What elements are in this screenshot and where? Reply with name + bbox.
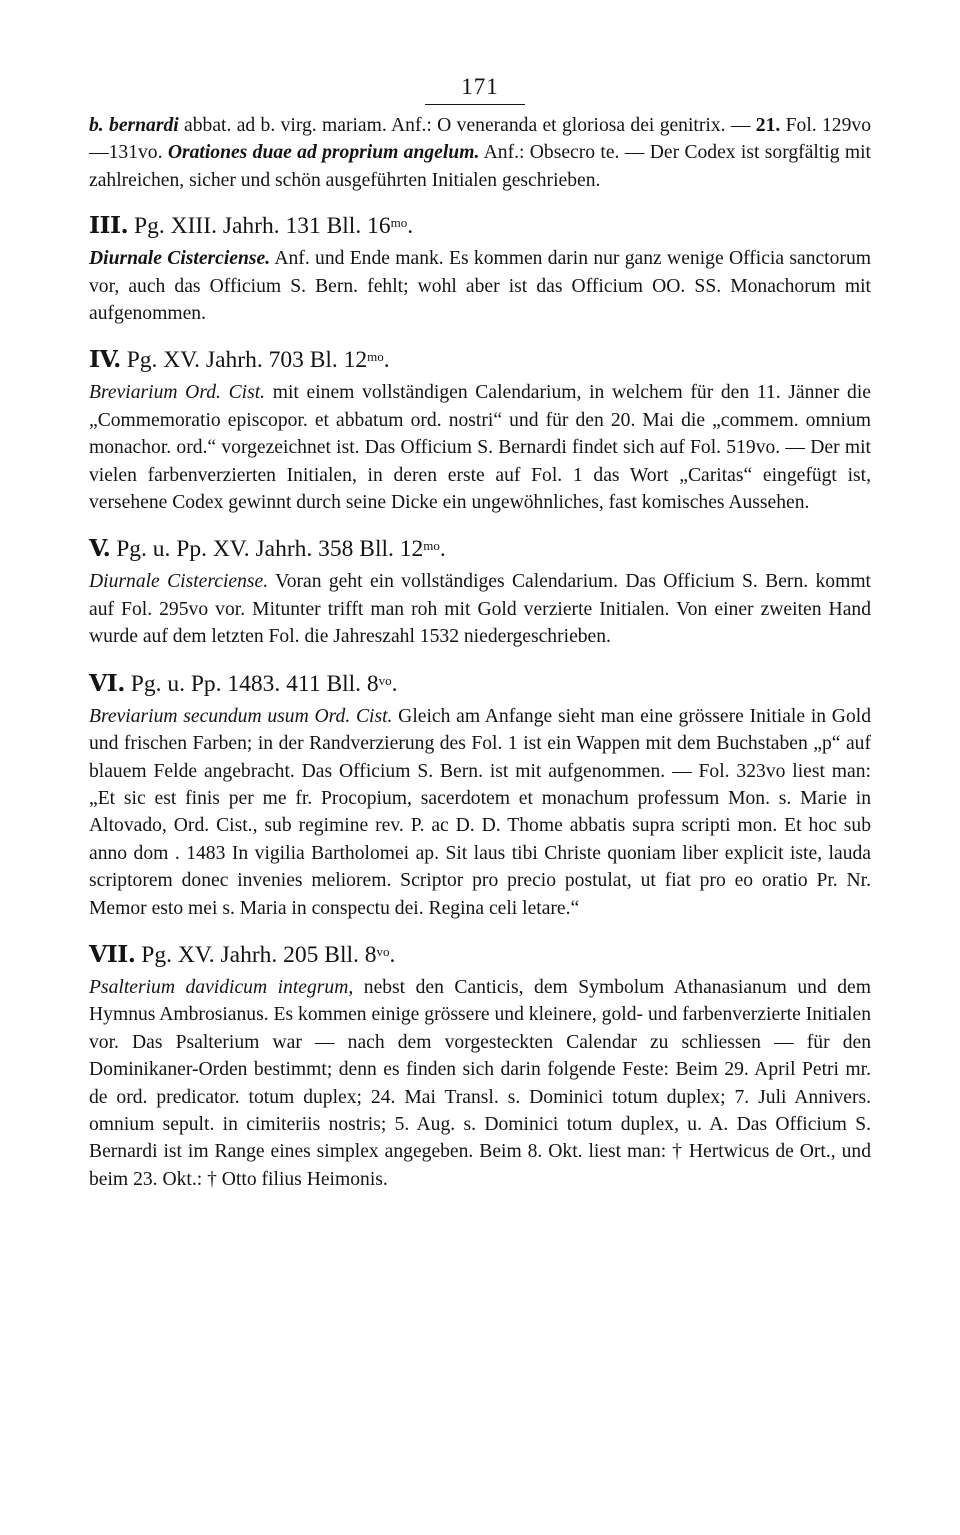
entry-description — [89, 379, 871, 516]
entry-heading: IV. Pg. XV. Jahrh. 703 Bl. $12^{mo}$. — [89, 345, 390, 374]
entry-format: Pg. u. Pp. 1483. 411 Bll. 8 — [124, 670, 379, 697]
emphasized-text: Psalterium davidicum integrum, — [89, 976, 354, 998]
entry-heading: III. Pg. XIII. Jahrh. 131 Bll. $16^{mo}$. — [89, 211, 414, 240]
emphasized-text: Breviarium secundum usum Ord. Cist. — [89, 705, 393, 727]
entry-numeral: III. — [89, 211, 129, 240]
entry-numeral: IV. — [89, 345, 121, 374]
body-text: Gleich am Anfange sieht man eine grössere Initiale in Gold und frischen Farben; in der Randverzierung des Fol. 1 ist ein Wappen mit dem Buchstaben „p“ auf blauem Felde angebracht. Das Officium S. Bern. ist mit aufgenommen. — Fol. 323vo liest man: „Et sic est finis per me fr. Procopium, sacerdotem et monachum professum Mon. s. Marie in Altovado, Ord. Cist., sub regimine rev. P. ac D. D. Thome abbatis supra scripti mon. Et hoc sub anno dom . 1483 In vigilia Bartholomei ap. Sit laus tibi Christe quoniam liber explicit iste, lauda scriptorem donec invenies meliorem. Scriptor pro precio postulat, ut fiat pro eo oratio Pr. Nr. Memor esto mei s. Maria in conspectu dei. Regina celi letare.“ — [89, 705, 871, 919]
entry-numeral: VII. — [89, 939, 136, 968]
body-text: abbat. ad b. virg. mariam. Anf.: O veneranda et gloriosa dei genitrix. — — [178, 115, 756, 136]
entry-vii — [89, 939, 871, 1193]
entry-v — [89, 533, 871, 650]
emphasized-text: 21. — [755, 115, 781, 136]
entry-vi — [89, 668, 871, 922]
format-superscript: vo — [376, 943, 390, 959]
intro-paragraph — [89, 112, 871, 194]
body-text: Voran geht ein vollständiges Calendarium. Das Officium S. Bern. kommt auf Fol. 295vo vor. Mitunter trifft man roh mit Gold verzierte Initialen. Von einer zweiten Hand wurde auf dem letzten Fol. die Jahreszahl 1532 niedergeschrieben. — [89, 571, 871, 648]
entry-format: Pg. XV. Jahrh. 205 Bll. 8 — [135, 941, 377, 968]
body-text: Fol. 129vo—131vo. — [89, 115, 871, 164]
emphasized-text: Orationes duae ad proprium angelum. — [167, 142, 480, 164]
emphasized-text: b. bernardi — [89, 115, 179, 136]
entry-heading: VII. Pg. XV. Jahrh. 205 Bll. $8^{vo}$. — [89, 939, 396, 968]
entry-description — [89, 568, 871, 650]
format-superscript: mo — [367, 349, 384, 365]
entry-iii — [89, 210, 871, 327]
entry-description — [89, 703, 871, 922]
body-text: mit einem vollständigen Calendarium, in welchem für den 11. Jänner die „Commemoratio episcopor. et abbatum ord. nostri“ und für den 20. Mai die „commem. omnium monachor. ord.“ vorgezeichnet ist. Das Officium S. Bernardi findet sich auf Fol. 519vo. — Der mit vielen farbenverzierten Initialen, in deren erste auf Fol. 1 das Wort „Caritas“ eingefügt ist, versehene Codex gewinnt durch seine Dicke ein ungewöhnliches, fast komisches Aussehen. — [89, 382, 871, 514]
entry-numeral: VI. — [89, 668, 125, 697]
entry-heading: V. Pg. u. Pp. XV. Jahrh. 358 Bll. $12^{mo}$. — [89, 534, 446, 563]
page-number-rule — [425, 104, 525, 105]
entry-heading: VI. Pg. u. Pp. 1483. 411 Bll. $8^{vo}$. — [89, 668, 398, 697]
body-text: Anf.: Obsecro te. — Der Codex ist sorgfältig mit zahlreichen, sicher und schön ausgeführten Initialen geschrieben. — [89, 142, 872, 191]
entry-format: Pg. XIII. Jahrh. 131 Bll. 16 — [128, 213, 391, 240]
entry-format: Pg. XV. Jahrh. 703 Bl. 12 — [120, 347, 368, 374]
body-text: Anf. und Ende mank. Es kommen darin nur ganz wenige Officia sanctorum vor, auch das Officium S. Bern. fehlt; wohl aber ist das Officium OO. SS. Monachorum mit aufgenommen. — [89, 248, 871, 325]
format-superscript: vo — [378, 672, 392, 688]
emphasized-text: Diurnale Cisterciense. — [89, 571, 269, 593]
format-superscript: mo — [423, 538, 440, 554]
page-body — [89, 112, 871, 1193]
entry-description — [89, 974, 871, 1193]
entry-description — [89, 245, 871, 327]
format-superscript: mo — [390, 215, 408, 231]
entry-iv — [89, 344, 871, 516]
emphasized-text: Diurnale Cisterciense. — [89, 248, 271, 270]
emphasized-text: Breviarium Ord. Cist. — [89, 382, 266, 404]
body-text: nebst den Canticis, dem Symbolum Athanasianum und dem Hymnus Ambrosianus. Es kommen einige grössere und kleinere, gold- und farbenverzierte Initialen vor. Das Psalterium war — nach dem vorgesteckten Calendar zu schliessen — für den Dominikaner-Orden bestimmt; denn es finden sich darin folgende Feste: Beim 29. April Petri mr. de ord. predicator. totum duplex; 24. Mai Transl. s. Dominici totum duplex; 7. Juli Annivers. omnium sepult. in cimiteriis nostris; 5. Aug. s. Dominici totum duplex, u. A. Das Officium S. Bernardi ist im Range eines simplex angegeben. Beim 8. Okt. liest man: † Hertwicus de Ort., und beim 23. Okt.: † Otto filius Heimonis. — [89, 976, 871, 1190]
entry-numeral: V. — [89, 534, 111, 563]
page-number: 171 — [461, 74, 499, 99]
entry-format: Pg. u. Pp. XV. Jahrh. 358 Bll. 12 — [110, 536, 424, 563]
